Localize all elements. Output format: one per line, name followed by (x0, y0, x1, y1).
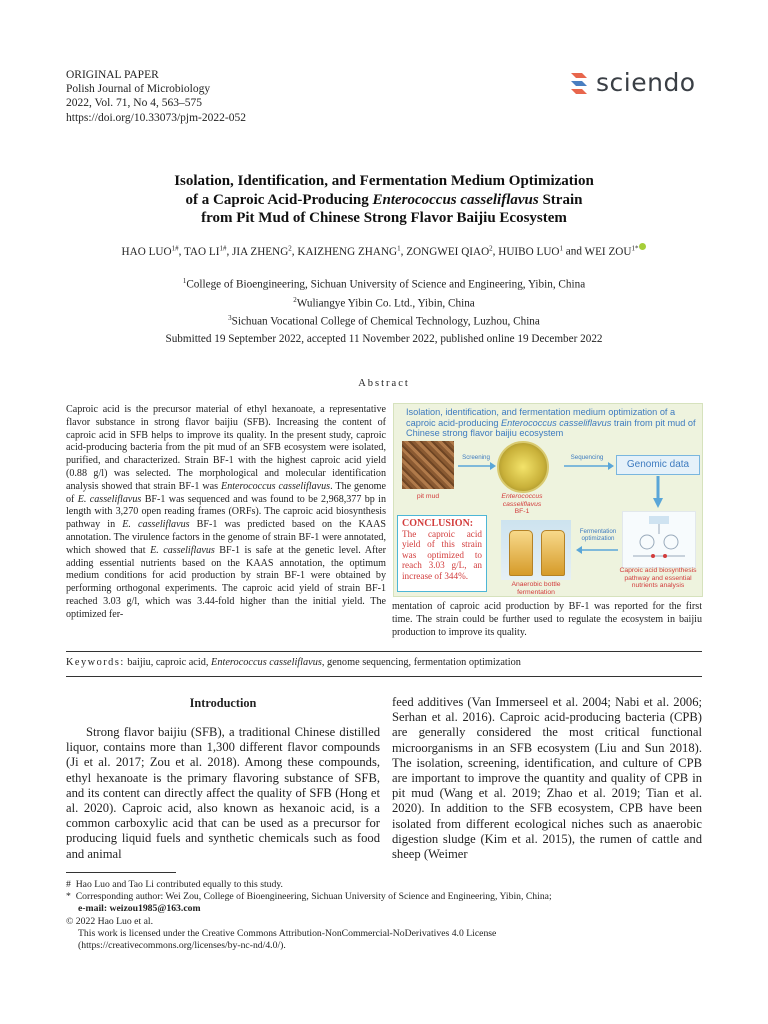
author-name: KAIZHENG ZHANG$^1$ (297, 244, 401, 258)
author-separator: and (562, 245, 585, 258)
author-affiliation-mark: 2 (288, 244, 292, 252)
title-line-2-post: Strain (538, 191, 583, 208)
abstract-text (66, 404, 386, 622)
author-affiliation-mark: 1# (219, 244, 227, 252)
arrow-right-icon (564, 462, 614, 470)
genomic-data-box: Genomic data (616, 455, 700, 475)
author-separator: , (492, 245, 499, 258)
affiliation-text: Wuliangye Yibin Co. Ltd., Yibin, China (296, 297, 475, 310)
petri-dish-image (497, 441, 549, 493)
screening-label: Screening (462, 454, 490, 461)
author-affiliation-mark: 1 (397, 244, 401, 252)
bottle-left (509, 530, 533, 576)
keywords (66, 657, 521, 668)
arrow-down-icon (653, 476, 663, 508)
license-text: This work is licensed under the Creative Commons Attribution-NonCommercial-NoDerivatives 4.0 License (78, 927, 497, 939)
strain-caption (484, 493, 560, 516)
species-name: E. casseliflavus (150, 544, 215, 556)
keywords-post: , genome sequencing, fermentation optimization (321, 657, 521, 668)
author-list (0, 243, 768, 258)
strain-caption-id: BF-1 (514, 508, 530, 515)
affiliations (0, 274, 768, 330)
journal-volume: 2022, Vol. 71, No 4, 563–575 (66, 97, 202, 110)
pathway-diagram (622, 511, 696, 568)
affiliation-mark: 2 (293, 295, 297, 304)
title-line-1: Isolation, Identification, and Fermentation Medium Optimization (174, 173, 594, 189)
author-affiliation-mark: 1# (171, 244, 179, 252)
doi-link[interactable]: https://doi.org/10.33073/pjm-2022-052 (66, 111, 246, 124)
footnote-corresponding (66, 891, 706, 903)
keywords-pre: baijiu, caproic acid, (127, 657, 212, 668)
footnotes (66, 879, 706, 952)
author-affiliation-mark: 2 (489, 244, 493, 252)
orcid-icon[interactable] (639, 243, 646, 250)
journal-name: Polish Journal of Microbiology (66, 83, 211, 96)
affiliation (0, 274, 768, 293)
author-affiliation-mark: 1 (559, 244, 563, 252)
sciendo-logo-icon (568, 69, 590, 97)
author-name: ZONGWEI QIAO$^2$ (406, 244, 493, 258)
author-name: HAO $LUO^{1\#}$ (121, 244, 179, 258)
ga-title (406, 407, 696, 439)
author-name: JIA ZHENG$^2$ (232, 244, 292, 258)
abstract-segment: Caproic acid is the precursor material of ethyl hexanoate, a representative flavor substance in strong flavor baijiu (SFB). Increasing the content of caproic acid in SFB helps to improve its quality. In the present study, caproic acid-producing bacteria from the pit mud of an SFB ecosystem were isolated, purified, and characterized. Strain BF-1 with the highest caproic acid yield (0.88 g/l) was selected. The morphological and molecular identification analysis showed that strain BF-1 was (66, 404, 386, 492)
corresponding-email[interactable]: e-mail: weizou1985@163.com (78, 903, 201, 915)
footnote-text-2: Corresponding author: Wei Zou, College of Bioengineering, Sichuan University of Science and Engineering, Yibin, China; (75, 891, 552, 903)
strain-caption-species: Enterococcus casseliflavus (501, 493, 543, 508)
footnote-rule (66, 872, 176, 873)
right-column-text: feed additives (Van Immerseel et al. 2004; Nabi et al. 2006; Serhan et al. 2016). Caproic acid-producing bacteria (CPB) are generally considered the most critical functional microorganisms in an SFB ecosystem (Liu and Sun 2018). The isolation, screening, identification, and culture of CPB are important to improve the quantity and quality of CPB in pit mud (Wang et al. 2019; Zhao et al. 2019; Tian et al. 2020). In addition to the SFB ecosystem, CPB have been isolated from different ecological niches such as anaerobic digestion sludge (Kim et al. 2015), the rumen of cattle and sheep (Weimer (392, 695, 702, 862)
graphical-abstract (393, 403, 703, 597)
abstract-segment: BF-1 was sequenced and was found to be 2,968,377 bp in length with 3,270 open reading frames (ORFs). The caproic acid biosynthesis pathway in (66, 493, 387, 531)
footnote-mark-1: # (66, 879, 71, 890)
journal-header (66, 68, 246, 125)
sciendo-logo-text: sciendo (596, 68, 696, 97)
affiliation-mark: 1 (182, 277, 187, 285)
ga-title-pre: Isolation, identification, and fermentation medium optimization of a caproic acid-producing (406, 407, 676, 428)
abstract-continuation: mentation of caproic acid production by BF-1 was reported for the first time. The strain could be further used to regulate the ecosystem in baijiu production to improve its quality. (392, 601, 702, 638)
affiliation-text: College of Bioengineering, Sichuan University of Science and Engineering, Yibin, China (186, 278, 586, 291)
divider-top (66, 651, 702, 652)
author-separator: , (291, 245, 298, 258)
species-name: E. casseliflavus (77, 493, 142, 505)
introduction-text: Strong flavor baijiu (SFB), a traditional Chinese distilled liquor, contains more than 1,300 different flavor compounds (Ji et al. 2017; Zou et al. 2018). Among these compounds, ethyl hexanoate is the primary flavoring substance of SFB, and its content can directly affect the quality of SFB (Hong et al. 2020). Caproic acid, also known as hexanoic acid, is a common carboxylic acid that can be used as a precursor for producing liquid fuels and synthetic chemicals such as food and animal (66, 725, 380, 861)
species-name: E. casseliflavus (122, 519, 190, 531)
article-type: ORIGINAL PAPER (66, 69, 159, 81)
author-separator: , (226, 245, 233, 258)
author-separator: , (178, 245, 184, 258)
fermentation-opt-label: Fermentation optimization (579, 528, 617, 542)
author-name: WEI $ZOU^{1*}$ (584, 244, 639, 258)
footnote-mark-2: * (66, 891, 71, 903)
pit-mud-caption: pit mud (416, 493, 440, 500)
pathway-diagram-graphic (623, 512, 695, 567)
paper-title (0, 172, 768, 228)
abstract-heading: Abstract (358, 378, 410, 389)
species-name: Enterococcus casseliflavus (221, 480, 331, 492)
abstract-segment: BF-1 is safe at the genetic level. After adding essential nutrients based on the KAAS annotation, the optimum medium conditions for acid production by strain BF-1 were obtained by performing orthogonal experiments. The caproic acid yield of strain BF-1 reached 3.03 g/l, which was 3.44-fold higher than the initial yield. The optimized fer- (66, 544, 387, 620)
affiliation (0, 311, 768, 330)
sciendo-logo[interactable] (568, 68, 696, 97)
abstract-segment: . The genome of (66, 480, 386, 505)
conclusion-heading: CONCLUSION: (402, 518, 474, 529)
author-name: HUIBO LUO$^1$ (498, 244, 563, 258)
affiliation (0, 293, 768, 312)
fermentation-bottles-image (501, 520, 571, 580)
footnote-equal-contribution (66, 879, 706, 891)
title-species: Enterococcus casseliflavus (372, 191, 539, 208)
title-line-3: from Pit Mud of Chinese Strong Flavor Baijiu Ecosystem (201, 210, 567, 226)
submission-dates: Submitted 19 September 2022, accepted 11 November 2022, published online 19 December 2022 (165, 333, 603, 345)
pathway-caption: Caproic acid biosynthesis pathway and essential nutrients analysis (619, 567, 697, 589)
conclusion-text: The caproic acid yield of this strain was optimized to reach 3.03 g/L, an increase of 344%. (402, 529, 482, 581)
divider-bottom (66, 676, 702, 677)
keywords-species: Enterococcus casseliflavus (211, 657, 322, 668)
abstract-segment: BF-1 was predicted based on the KAAS annotation. The virulence factors in the genome of strain BF-1 were annotated, which showed that (66, 519, 387, 556)
ga-title-post: train from pit mud of Chinese strong flavor baijiu ecosystem (406, 417, 696, 439)
author-affiliation-mark: 1* (631, 244, 639, 252)
copyright: © 2022 Hao Luo et al. (66, 915, 153, 927)
author-separator: , (400, 245, 407, 258)
keywords-label: Keywords: (66, 657, 125, 668)
affiliation-mark: 3 (228, 314, 232, 323)
arrow-left-icon (576, 546, 618, 554)
anaerobic-caption: Anaerobic bottle fermentation (511, 581, 561, 596)
footnote-text-1: Hao Luo and Tao Li contributed equally to this study. (75, 879, 283, 890)
affiliation-text: Sichuan Vocational College of Chemical Technology, Luzhou, China (231, 315, 540, 328)
bottle-right (541, 530, 565, 576)
conclusion-box (397, 515, 487, 592)
introduction-heading: Introduction (189, 696, 257, 710)
sequencing-label: Sequencing (570, 454, 604, 461)
pit-mud-image (402, 441, 454, 489)
license-url[interactable]: (https://creativecommons.org/licenses/by-nc-nd/4.0/). (78, 940, 286, 952)
author-name: TAO $LI^{1\#}$ (183, 244, 227, 258)
title-line-2 (0, 191, 768, 210)
ga-title-species: Enterococcus casseliflavus (501, 417, 612, 428)
title-line-2-pre: of a Caproic Acid-Producing (185, 191, 373, 208)
arrow-right-icon (458, 462, 496, 470)
